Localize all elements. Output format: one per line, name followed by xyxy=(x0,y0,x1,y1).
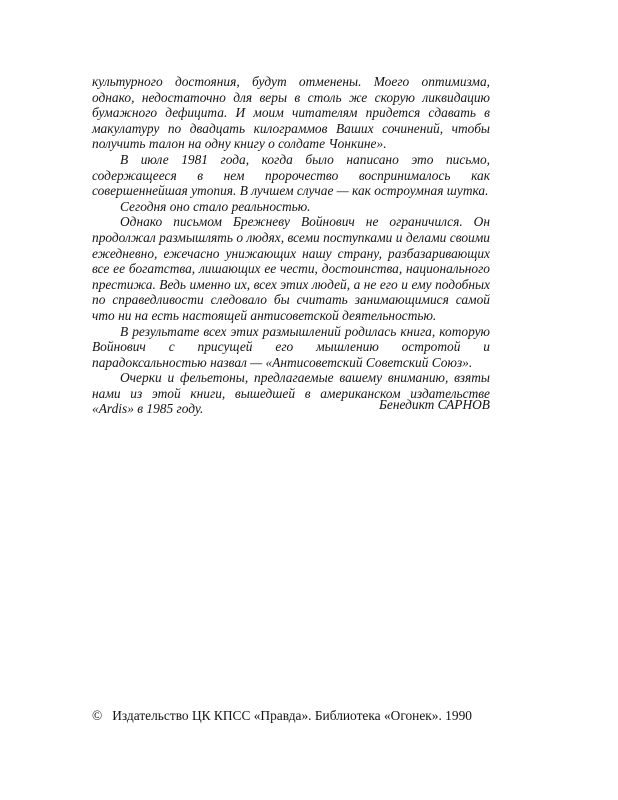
copyright-line xyxy=(92,708,522,724)
paragraph-5: В результате всех этих размышлений родилась книга, которую Войнович с присущей его мышлению остротой и парадоксальностью назвал — «Антисоветский Советский Союз». xyxy=(92,323,490,370)
body-text xyxy=(92,74,490,417)
paragraph-2: В июле 1981 года, когда было написано это письмо, содержащееся в нем пророчество воспринималось как совершеннейшая утопия. В лучшем случае — как остроумная шутка. xyxy=(92,151,490,199)
copyright-text: Издательство ЦК КПСС «Правда». Библиотека «Огонек». 1990 xyxy=(112,708,472,723)
author-signature: Бенедикт САРНОВ xyxy=(379,397,490,412)
paragraph-1: культурного достояния, будут отменены. Моего оптимизма, однако, недостаточно для веры в столь же скорую ликвидацию бумажного дефицита. И моим читателям придется сдавать в макулатуру по двадцать килограммов Ваших сочинений, чтобы получить талон на одну книгу о солдате Чонкине». xyxy=(92,74,490,152)
paragraph-3: Сегодня оно стало реальностью. xyxy=(120,198,311,214)
paragraph-4: Однако письмом Брежневу Войнович не ограничился. Он продолжал размышлять о людях, всеми поступками и делами своими ежедневно, ежечасно унижающих нашу страну, разбазаривающих все ее богатства, лишающих ее чести, достоинства, национального престижа. Ведь именно их, всех этих людей, а не его и ему подобных по справедливости следовало бы считать занимающимися самой что ни на есть настоящей антисоветской деятельностью. xyxy=(92,214,490,323)
copyright-symbol: © xyxy=(92,708,103,723)
paragraph-6: Очерки и фельетоны, предлагаемые вашему вниманию, взяты нами из этой книги, вышедшей в американском издательстве «Ardis» в 1985 году. xyxy=(92,370,490,417)
